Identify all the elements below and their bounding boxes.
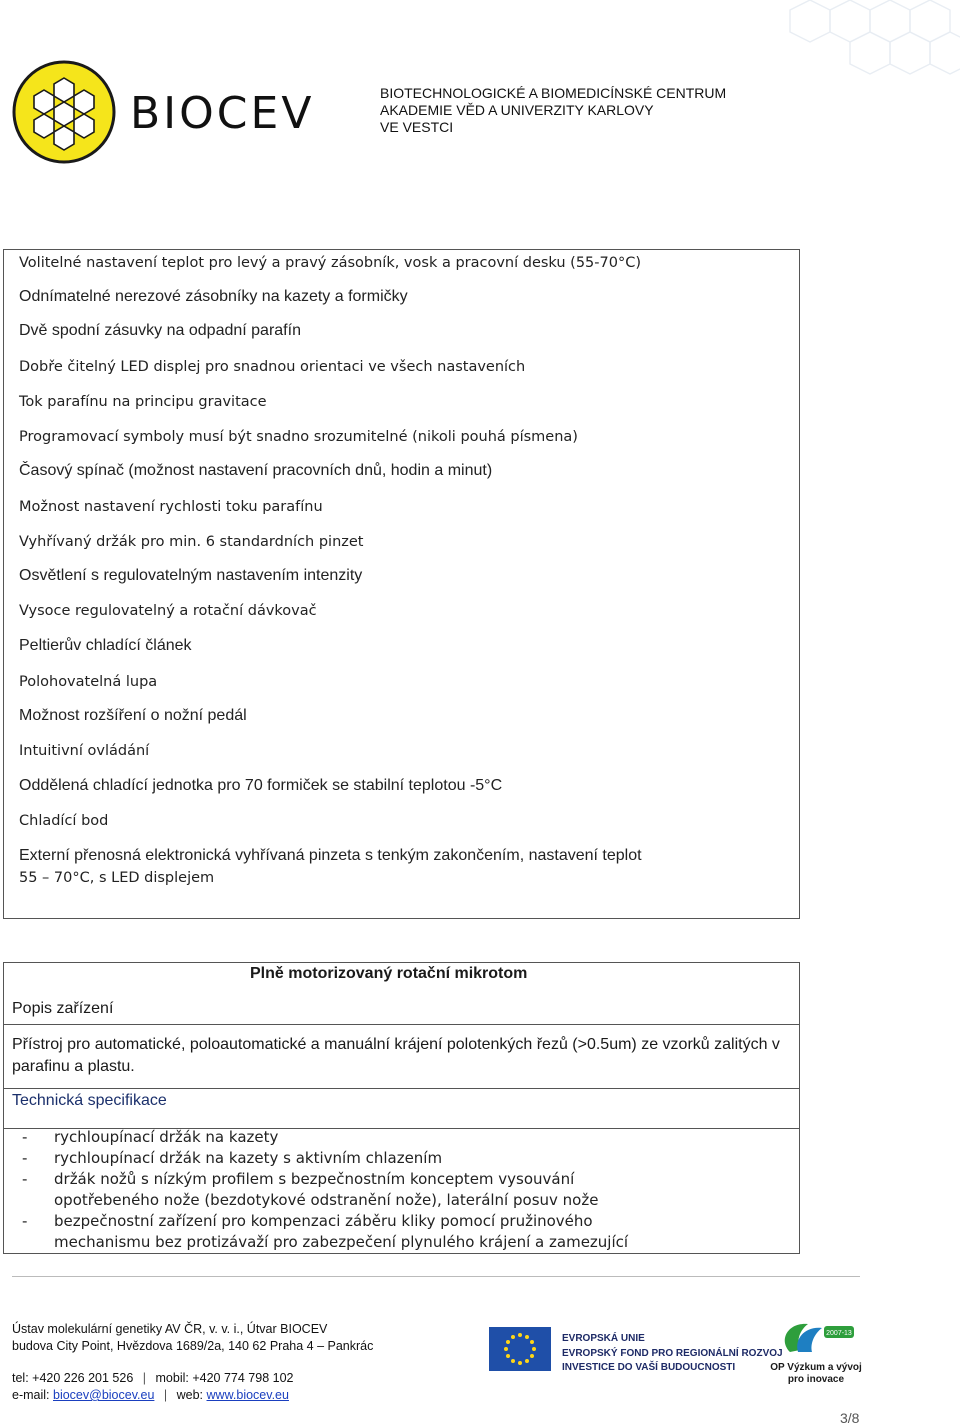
email-link[interactable]: biocev@biocev.eu	[53, 1388, 155, 1402]
list-dash: -	[22, 1212, 28, 1230]
spec-line: bezpečnostní zařízení pro kompenzaci záběru kliky pomocí pružinového	[54, 1212, 593, 1230]
spec-item	[22, 1148, 443, 1169]
feature-item: Možnost rozšíření o nožní pedál	[19, 707, 247, 724]
feature-item: Dobře čitelný LED displej pro snadnou orientaci ve všech nastaveních	[19, 359, 526, 375]
eu-line: EVROPSKÁ UNIE	[562, 1333, 645, 1344]
feature-item: Osvětlení s regulovatelným nastavením intenzity	[19, 567, 363, 584]
feature-item: Odnímatelné nerezové zásobníky na kazety a formičky	[19, 288, 408, 305]
feature-item: Programovací symboly musí být snadno srozumitelné (nikoli pouhá písmena)	[19, 429, 578, 445]
institute-line: AKADEMIE VĚD A UNIVERZITY KARLOVY	[380, 102, 654, 118]
footer-org: Ústav molekulární genetiky AV ČR, v. v. i., Útvar BIOCEV	[12, 1322, 328, 1336]
footer-tel: tel: +420 226 201 526	[12, 1371, 134, 1385]
feature-item: Časový spínač (možnost nastavení pracovních dnů, hodin a minut)	[19, 462, 493, 479]
spec-line: rychloupínací držák na kazety	[54, 1128, 279, 1146]
footer-divider	[12, 1276, 860, 1277]
feature-item: Chladící bod	[19, 813, 109, 829]
institute-line: BIOTECHNOLOGICKÉ A BIOMEDICÍNSKÉ CENTRUM	[380, 85, 727, 101]
institute-name	[380, 85, 726, 136]
spec-item	[22, 1169, 599, 1211]
feature-item: Možnost nastavení rychlosti toku parafínu	[19, 499, 323, 515]
decorative-hex-pattern	[600, 0, 960, 90]
page-number: 3/8	[840, 1410, 860, 1426]
feature-item: Vysoce regulovatelný a rotační dávkovač	[19, 603, 317, 619]
feature-item: Polohovatelná lupa	[19, 674, 158, 690]
logo-wordmark: BIOCEV	[130, 88, 315, 139]
biocev-logo-icon	[12, 60, 116, 164]
institute-line: VE VESTCI	[380, 119, 454, 135]
list-dash: -	[22, 1170, 28, 1188]
web-label: web:	[176, 1388, 204, 1402]
table-divider	[3, 1088, 800, 1089]
feature-item: 55 – 70°C, s LED displejem	[19, 870, 215, 886]
spec-label: Technická specifikace	[12, 1092, 167, 1109]
feature-item: Vyhřívaný držák pro min. 6 standardních pinzet	[19, 534, 364, 550]
footer-address: budova City Point, Hvězdova 1689/2a, 140 62 Praha 4 – Pankrác	[12, 1339, 374, 1353]
feature-item: Tok parafínu na principu gravitace	[19, 394, 267, 410]
op-line: pro inovace	[787, 1374, 845, 1385]
footer-phones	[12, 1371, 293, 1385]
feature-item: Oddělená chladící jednotka pro 70 formiček se stabilní teplotou -5°C	[19, 777, 503, 794]
op-line: OP Výzkum a vývoj	[770, 1362, 862, 1373]
description-label: Popis zařízení	[12, 1000, 114, 1017]
web-link[interactable]: www.biocev.eu	[206, 1388, 289, 1402]
separator: |	[163, 1388, 168, 1402]
separator: |	[142, 1371, 147, 1385]
feature-item: Intuitivní ovládání	[19, 743, 150, 759]
spec-line: opotřebeného nože (bezdotykové odstranění nože), laterální posuv nože	[54, 1191, 599, 1209]
feature-item: Externí přenosná elektronická vyhřívaná pinzeta s tenkým zakončením, nastavení teplot	[19, 847, 642, 864]
device-title: Plně motorizovaný rotační mikrotom	[250, 965, 528, 982]
feature-item: Volitelné nastavení teplot pro levý a pravý zásobník, vosk a pracovní desku (55-70°C)	[19, 255, 641, 271]
op-badge: 2007-13	[826, 1330, 852, 1337]
device-description: Přístroj pro automatické, poloautomatické a manuální krájení polotenkých řezů (>0.5um) ze vzorků zalitých v parafinu a plastu.	[12, 1036, 780, 1075]
footer-contacts	[12, 1388, 289, 1402]
eu-flag-icon	[489, 1327, 551, 1371]
spec-line: držák nožů s nízkým profilem s bezpečnostním konceptem vysouvání	[54, 1170, 575, 1188]
feature-item: Peltierův chladící článek	[19, 637, 192, 654]
footer-mobil: mobil: +420 774 798 102	[155, 1371, 294, 1385]
spec-line: rychloupínací držák na kazety s aktivním chlazením	[54, 1149, 443, 1167]
op-program-text	[768, 1362, 864, 1386]
spec-item	[22, 1127, 279, 1148]
list-dash: -	[22, 1149, 28, 1167]
eu-funding-text	[562, 1332, 783, 1376]
eu-line: EVROPSKÝ FOND PRO REGIONÁLNÍ ROZVOJ	[562, 1347, 783, 1359]
feature-item: Dvě spodní zásuvky na odpadní parafín	[19, 322, 301, 339]
list-dash: -	[22, 1128, 28, 1146]
table-divider	[3, 1024, 800, 1025]
spec-item	[22, 1211, 629, 1253]
email-label: e-mail:	[12, 1388, 50, 1402]
eu-line: INVESTICE DO VAŠÍ BUDOUCNOSTI	[562, 1362, 736, 1373]
spec-line: mechanismu bez protizávaží pro zabezpečení plynulého krájení a zamezující	[54, 1233, 629, 1251]
